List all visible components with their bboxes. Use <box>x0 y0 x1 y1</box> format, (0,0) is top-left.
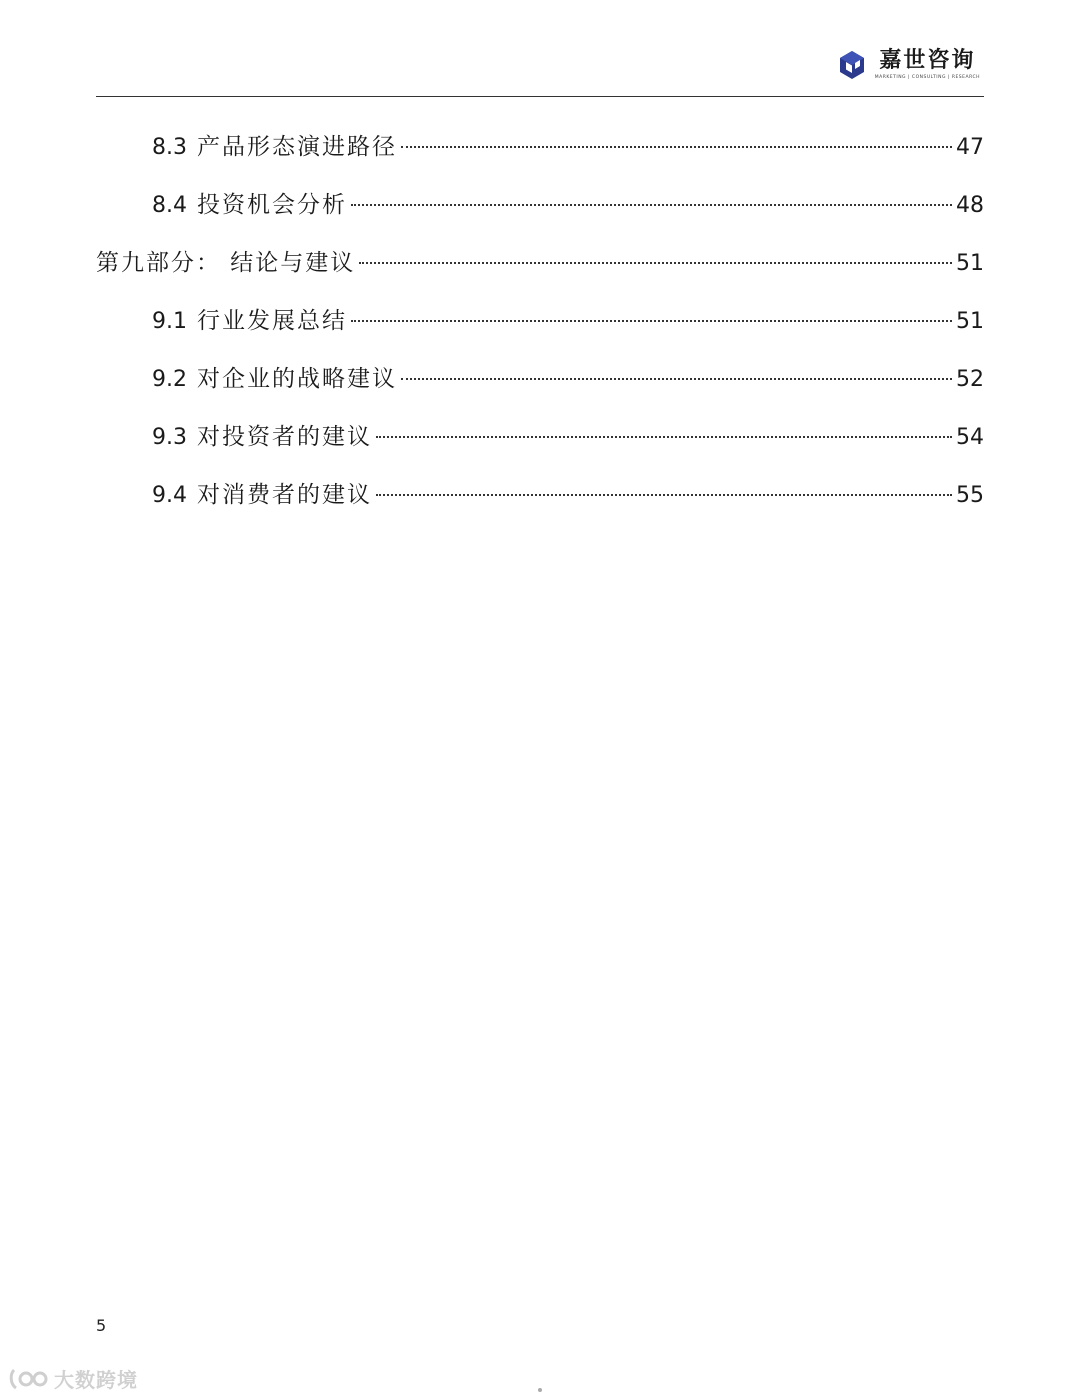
toc-dot-leader <box>376 494 952 496</box>
toc-entry-number: 8.4 <box>152 193 187 218</box>
toc-entry[interactable] <box>96 292 984 350</box>
toc-entry[interactable] <box>96 118 984 176</box>
toc-entry-page: 51 <box>956 251 984 276</box>
toc-dot-leader <box>351 204 952 206</box>
toc-entry-title: 对消费者的建议 <box>197 482 372 508</box>
toc-dot-leader <box>359 262 952 264</box>
toc-entry-page: 55 <box>956 483 984 508</box>
toc-entry-page: 54 <box>956 425 984 450</box>
toc-entry-number: 9.1 <box>152 309 187 334</box>
brand-tagline: MARKETING | CONSULTING | RESEARCH <box>874 75 980 80</box>
toc-entry-title: 行业发展总结 <box>197 308 347 334</box>
dashu-logo-icon <box>8 1366 48 1392</box>
toc-entry-number: 8.3 <box>152 135 187 160</box>
toc-entry-page: 48 <box>956 193 984 218</box>
toc-dot-leader <box>351 320 952 322</box>
jiashi-cube-logo-icon <box>837 49 867 81</box>
toc-section-entry[interactable] <box>96 234 984 292</box>
page-header <box>96 40 984 97</box>
toc-entry[interactable] <box>96 176 984 234</box>
toc-entry[interactable] <box>96 350 984 408</box>
watermark <box>8 1364 138 1393</box>
page-number: 5 <box>96 1316 107 1335</box>
toc-entry[interactable] <box>96 466 984 524</box>
toc-entry[interactable] <box>96 408 984 466</box>
toc-section-title: 第九部分： 结论与建议 <box>96 250 356 276</box>
toc-entry-title: 对投资者的建议 <box>197 424 372 450</box>
toc-entry-title: 产品形态演进路径 <box>197 134 397 160</box>
toc-entry-title: 对企业的战略建议 <box>197 366 397 392</box>
table-of-contents <box>96 118 984 524</box>
toc-entry-page: 52 <box>956 367 984 392</box>
bottom-dot <box>538 1388 542 1392</box>
watermark-text: 大数跨境 <box>54 1368 138 1392</box>
brand <box>837 48 980 81</box>
toc-entry-page: 51 <box>956 309 984 334</box>
brand-name: 嘉世咨询 <box>879 48 976 73</box>
toc-entry-page: 47 <box>956 135 984 160</box>
toc-entry-number: 9.3 <box>152 425 187 450</box>
toc-entry-number: 9.4 <box>152 483 187 508</box>
toc-dot-leader <box>376 436 952 438</box>
toc-entry-title: 投资机会分析 <box>197 192 347 218</box>
toc-dot-leader <box>401 378 952 380</box>
toc-dot-leader <box>401 146 952 148</box>
toc-entry-number: 9.2 <box>152 367 187 392</box>
